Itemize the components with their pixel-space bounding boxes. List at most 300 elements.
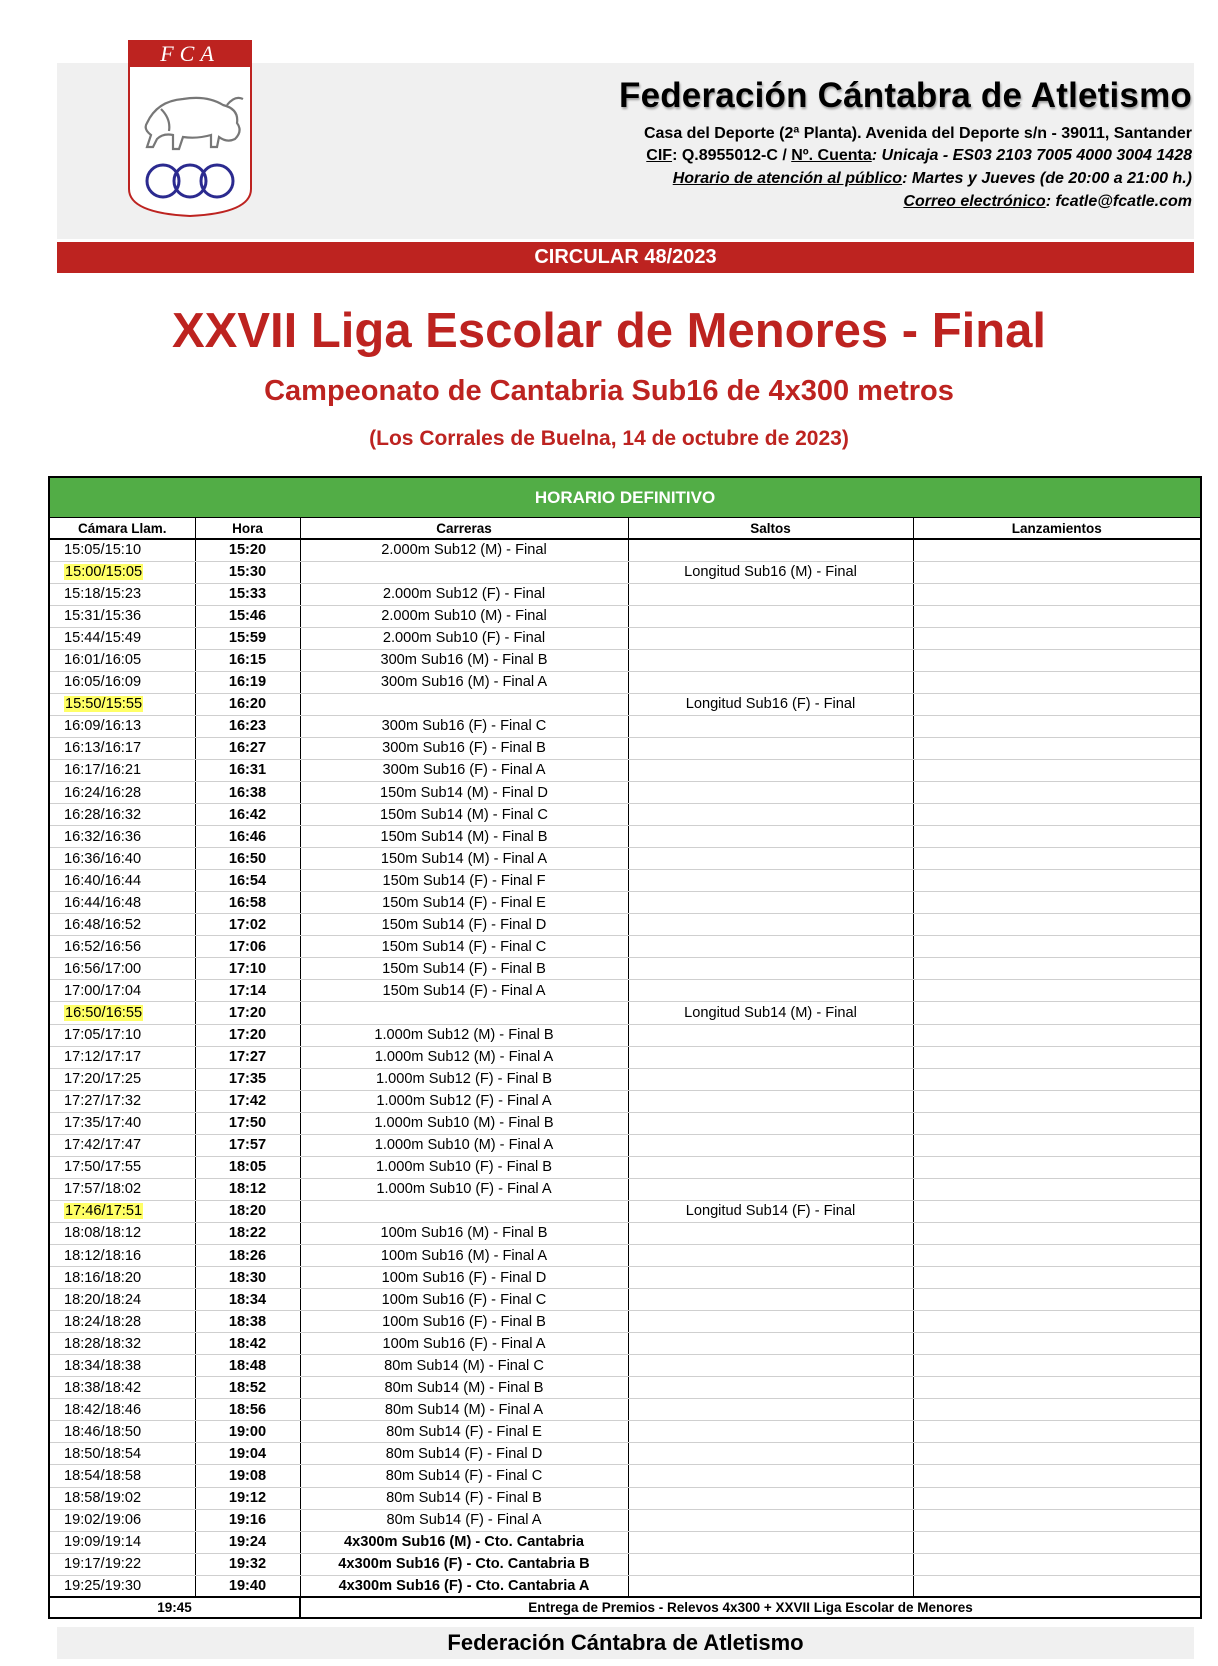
table-row <box>49 980 1201 1002</box>
hora-cell: 16:31 <box>195 759 300 781</box>
hora-cell: 18:56 <box>195 1399 300 1421</box>
table-row <box>49 737 1201 759</box>
camara-cell <box>49 1531 195 1553</box>
saltos-cell <box>628 1289 913 1311</box>
email-label: Correo electrónico <box>903 193 1046 210</box>
camara-cell <box>49 1465 195 1487</box>
camara-time: 16:50/16:55 <box>65 1005 143 1021</box>
carreras-cell: 1.000m Sub12 (M) - Final A <box>300 1046 628 1068</box>
schedule-table <box>48 476 1202 1619</box>
hora-cell: 18:20 <box>195 1200 300 1222</box>
camara-cell <box>49 848 195 870</box>
carreras-cell: 100m Sub16 (F) - Final A <box>300 1333 628 1355</box>
col-header-camara: Cámara Llam. <box>49 518 195 540</box>
hora-cell: 19:04 <box>195 1443 300 1465</box>
camara-time: 15:50/15:55 <box>65 696 143 713</box>
carreras-cell: 1.000m Sub10 (F) - Final A <box>300 1178 628 1200</box>
camara-cell <box>49 1178 195 1200</box>
carreras-cell: 2.000m Sub12 (M) - Final <box>300 539 628 561</box>
account-label: Nº. Cuenta <box>791 147 872 164</box>
carreras-cell: 2.000m Sub10 (F) - Final <box>300 627 628 649</box>
camara-cell <box>49 1245 195 1267</box>
hora-cell: 17:20 <box>195 1002 300 1024</box>
saltos-cell <box>628 737 913 759</box>
camara-cell <box>49 1046 195 1068</box>
hora-cell: 17:20 <box>195 1024 300 1046</box>
saltos-cell <box>628 892 913 914</box>
hora-cell: 18:38 <box>195 1311 300 1333</box>
hours-line <box>673 170 1192 188</box>
saltos-cell <box>628 1311 913 1333</box>
saltos-cell <box>628 1134 913 1156</box>
camara-time: 17:57/18:02 <box>64 1181 142 1198</box>
lanzamientos-cell <box>913 1245 1201 1267</box>
table-row <box>49 1112 1201 1134</box>
hora-cell: 16:58 <box>195 892 300 914</box>
camara-cell <box>49 759 195 781</box>
camara-cell <box>49 1509 195 1531</box>
camara-cell <box>49 1487 195 1509</box>
camara-time: 16:24/16:28 <box>64 784 142 801</box>
camara-time: 16:28/16:32 <box>64 806 142 823</box>
saltos-cell <box>628 1156 913 1178</box>
carreras-cell: 100m Sub16 (F) - Final B <box>300 1311 628 1333</box>
saltos-cell <box>628 649 913 671</box>
camara-cell <box>49 1267 195 1289</box>
hora-cell: 18:48 <box>195 1355 300 1377</box>
hora-cell: 15:30 <box>195 561 300 583</box>
hora-cell: 18:22 <box>195 1222 300 1244</box>
camara-cell <box>49 1355 195 1377</box>
col-header-hora: Hora <box>195 518 300 540</box>
carreras-cell: 80m Sub14 (M) - Final C <box>300 1355 628 1377</box>
camara-cell <box>49 693 195 715</box>
camara-cell <box>49 1443 195 1465</box>
camara-time: 17:27/17:32 <box>64 1093 142 1110</box>
carreras-cell: 150m Sub14 (F) - Final A <box>300 980 628 1002</box>
carreras-cell: 300m Sub16 (M) - Final B <box>300 649 628 671</box>
table-row <box>49 804 1201 826</box>
table-row <box>49 561 1201 583</box>
hora-cell: 18:12 <box>195 1178 300 1200</box>
saltos-cell <box>628 848 913 870</box>
saltos-cell <box>628 1421 913 1443</box>
lanzamientos-cell <box>913 583 1201 605</box>
camara-cell <box>49 1333 195 1355</box>
carreras-cell: 80m Sub14 (M) - Final A <box>300 1399 628 1421</box>
carreras-cell: 300m Sub16 (M) - Final A <box>300 671 628 693</box>
col-header-saltos: Saltos <box>628 518 913 540</box>
hora-cell: 17:06 <box>195 936 300 958</box>
lanzamientos-cell <box>913 693 1201 715</box>
lanzamientos-cell <box>913 539 1201 561</box>
carreras-cell: 4x300m Sub16 (F) - Cto. Cantabria A <box>300 1575 628 1597</box>
table-row <box>49 892 1201 914</box>
saltos-cell <box>628 1112 913 1134</box>
table-row <box>49 1068 1201 1090</box>
hora-cell: 15:46 <box>195 605 300 627</box>
saltos-cell <box>628 1024 913 1046</box>
camara-cell <box>49 1068 195 1090</box>
table-row <box>49 649 1201 671</box>
table-row <box>49 583 1201 605</box>
saltos-cell <box>628 870 913 892</box>
table-row <box>49 1487 1201 1509</box>
saltos-cell: Longitud Sub16 (F) - Final <box>628 693 913 715</box>
hora-cell: 17:10 <box>195 958 300 980</box>
lanzamientos-cell <box>913 759 1201 781</box>
camara-cell <box>49 1090 195 1112</box>
table-row <box>49 1465 1201 1487</box>
lanzamientos-cell <box>913 1399 1201 1421</box>
lanzamientos-cell <box>913 1068 1201 1090</box>
saltos-cell <box>628 1553 913 1575</box>
camara-time: 17:35/17:40 <box>64 1115 142 1132</box>
camara-cell <box>49 1553 195 1575</box>
table-row <box>49 1377 1201 1399</box>
col-header-carreras: Carreras <box>300 518 628 540</box>
lanzamientos-cell <box>913 627 1201 649</box>
carreras-cell: 80m Sub14 (M) - Final B <box>300 1377 628 1399</box>
saltos-cell <box>628 627 913 649</box>
table-row <box>49 1200 1201 1222</box>
saltos-cell <box>628 1443 913 1465</box>
hora-cell: 19:00 <box>195 1421 300 1443</box>
saltos-cell <box>628 782 913 804</box>
camara-time: 15:18/15:23 <box>64 586 142 603</box>
carreras-cell: 300m Sub16 (F) - Final C <box>300 715 628 737</box>
table-row <box>49 1311 1201 1333</box>
table-row <box>49 715 1201 737</box>
table-row <box>49 1399 1201 1421</box>
table-row <box>49 848 1201 870</box>
table-row <box>49 1178 1201 1200</box>
camara-time: 18:50/18:54 <box>64 1445 142 1462</box>
table-row <box>49 1222 1201 1244</box>
cif-label: CIF <box>646 147 673 164</box>
carreras-cell: 4x300m Sub16 (M) - Cto. Cantabria <box>300 1531 628 1553</box>
table-row <box>49 1090 1201 1112</box>
hora-cell: 18:30 <box>195 1267 300 1289</box>
lanzamientos-cell <box>913 1046 1201 1068</box>
hora-cell: 18:34 <box>195 1289 300 1311</box>
camara-time: 16:40/16:44 <box>64 872 142 889</box>
camara-time: 16:01/16:05 <box>64 652 142 669</box>
place-date: (Los Corrales de Buelna, 14 de octubre de 2023) <box>369 427 849 450</box>
camara-time: 18:12/18:16 <box>64 1247 142 1264</box>
hora-cell: 19:16 <box>195 1509 300 1531</box>
saltos-cell <box>628 1509 913 1531</box>
table-row <box>49 1156 1201 1178</box>
table-row <box>49 1443 1201 1465</box>
camara-time: 18:38/18:42 <box>64 1379 142 1396</box>
carreras-cell: 1.000m Sub10 (M) - Final A <box>300 1134 628 1156</box>
carreras-cell: 80m Sub14 (F) - Final A <box>300 1509 628 1531</box>
carreras-cell: 2.000m Sub10 (M) - Final <box>300 605 628 627</box>
fca-logo <box>127 39 253 217</box>
lanzamientos-cell <box>913 671 1201 693</box>
camara-time: 15:05/15:10 <box>64 542 142 559</box>
carreras-cell: 150m Sub14 (F) - Final C <box>300 936 628 958</box>
carreras-cell: 1.000m Sub10 (F) - Final B <box>300 1156 628 1178</box>
saltos-cell <box>628 1377 913 1399</box>
camara-time: 19:25/19:30 <box>64 1577 142 1594</box>
camara-cell <box>49 1289 195 1311</box>
camara-time: 16:36/16:40 <box>64 850 142 867</box>
carreras-cell: 100m Sub16 (M) - Final B <box>300 1222 628 1244</box>
lanzamientos-cell <box>913 1090 1201 1112</box>
saltos-cell <box>628 605 913 627</box>
table-row <box>49 1267 1201 1289</box>
lanzamientos-cell <box>913 1267 1201 1289</box>
camara-cell <box>49 892 195 914</box>
saltos-cell <box>628 1178 913 1200</box>
lanzamientos-cell <box>913 1509 1201 1531</box>
saltos-cell <box>628 980 913 1002</box>
circular-banner: CIRCULAR 48/2023 <box>57 242 1194 273</box>
table-row <box>49 782 1201 804</box>
table-row <box>49 870 1201 892</box>
camara-time: 17:20/17:25 <box>64 1071 142 1088</box>
saltos-cell: Longitud Sub14 (M) - Final <box>628 1002 913 1024</box>
logo-text: FCA <box>160 41 220 66</box>
saltos-cell <box>628 1487 913 1509</box>
camara-time: 19:09/19:14 <box>64 1534 142 1551</box>
camara-cell <box>49 1024 195 1046</box>
lanzamientos-cell <box>913 1333 1201 1355</box>
camara-time: 17:05/17:10 <box>64 1027 142 1044</box>
hora-cell: 17:02 <box>195 914 300 936</box>
camara-time: 18:24/18:28 <box>64 1313 142 1330</box>
camara-cell <box>49 561 195 583</box>
awards-time: 19:45 <box>49 1597 300 1618</box>
saltos-cell <box>628 583 913 605</box>
hora-cell: 19:08 <box>195 1465 300 1487</box>
hora-cell: 16:15 <box>195 649 300 671</box>
camara-cell <box>49 715 195 737</box>
carreras-cell: 1.000m Sub12 (F) - Final A <box>300 1090 628 1112</box>
camara-cell <box>49 671 195 693</box>
table-row <box>49 826 1201 848</box>
carreras-cell: 150m Sub14 (M) - Final D <box>300 782 628 804</box>
camara-cell <box>49 1112 195 1134</box>
camara-cell <box>49 1575 195 1597</box>
table-row <box>49 759 1201 781</box>
saltos-cell <box>628 1355 913 1377</box>
lanzamientos-cell <box>913 1200 1201 1222</box>
lanzamientos-cell <box>913 1134 1201 1156</box>
awards-row <box>49 1597 1201 1618</box>
table-row <box>49 1575 1201 1597</box>
camara-cell <box>49 605 195 627</box>
camara-time: 17:42/17:47 <box>64 1137 142 1154</box>
camara-cell <box>49 1222 195 1244</box>
camara-time: 18:42/18:46 <box>64 1401 142 1418</box>
hora-cell: 19:32 <box>195 1553 300 1575</box>
sub-title: Campeonato de Cantabria Sub16 de 4x300 metros <box>264 375 954 407</box>
hours-label: Horario de atención al público <box>672 170 903 187</box>
table-row <box>49 914 1201 936</box>
saltos-cell <box>628 1046 913 1068</box>
camara-cell <box>49 627 195 649</box>
camara-cell <box>49 980 195 1002</box>
carreras-cell: 150m Sub14 (F) - Final B <box>300 958 628 980</box>
camara-cell <box>49 804 195 826</box>
camara-time: 19:17/19:22 <box>64 1556 142 1573</box>
saltos-cell <box>628 1575 913 1597</box>
lanzamientos-cell <box>913 804 1201 826</box>
footer-band: Federación Cántabra de Atletismo <box>57 1627 1194 1659</box>
carreras-cell <box>300 1002 628 1024</box>
carreras-cell: 80m Sub14 (F) - Final D <box>300 1443 628 1465</box>
hora-cell: 17:27 <box>195 1046 300 1068</box>
table-row <box>49 936 1201 958</box>
camara-time: 16:13/16:17 <box>64 740 142 757</box>
carreras-cell: 300m Sub16 (F) - Final A <box>300 759 628 781</box>
camara-cell <box>49 649 195 671</box>
camara-cell <box>49 826 195 848</box>
saltos-cell <box>628 1090 913 1112</box>
carreras-cell: 1.000m Sub12 (F) - Final B <box>300 1068 628 1090</box>
carreras-cell: 2.000m Sub12 (F) - Final <box>300 583 628 605</box>
saltos-cell: Longitud Sub14 (F) - Final <box>628 1200 913 1222</box>
camara-time: 16:52/16:56 <box>64 938 142 955</box>
hora-cell: 15:33 <box>195 583 300 605</box>
carreras-cell <box>300 561 628 583</box>
camara-cell <box>49 583 195 605</box>
saltos-cell <box>628 958 913 980</box>
camara-time: 15:31/15:36 <box>64 608 142 625</box>
lanzamientos-cell <box>913 1443 1201 1465</box>
camara-cell <box>49 1377 195 1399</box>
lanzamientos-cell <box>913 936 1201 958</box>
camara-time: 19:02/19:06 <box>64 1512 142 1529</box>
hora-cell: 15:59 <box>195 627 300 649</box>
hora-cell: 17:50 <box>195 1112 300 1134</box>
table-row <box>49 1002 1201 1024</box>
table-row <box>49 1421 1201 1443</box>
account-value: : Unicaja - ES03 2103 7005 4000 3004 1428 <box>871 147 1192 164</box>
camara-cell <box>49 958 195 980</box>
camara-time: 16:44/16:48 <box>64 894 142 911</box>
lanzamientos-cell <box>913 848 1201 870</box>
table-row <box>49 1355 1201 1377</box>
lanzamientos-cell <box>913 1311 1201 1333</box>
camara-cell <box>49 539 195 561</box>
saltos-cell <box>628 539 913 561</box>
lanzamientos-cell <box>913 892 1201 914</box>
lanzamientos-cell <box>913 1112 1201 1134</box>
hora-cell: 19:12 <box>195 1487 300 1509</box>
carreras-cell: 150m Sub14 (F) - Final F <box>300 870 628 892</box>
lanzamientos-cell <box>913 1156 1201 1178</box>
camara-cell <box>49 1134 195 1156</box>
camara-time: 18:16/18:20 <box>64 1269 142 1286</box>
cif-value: : Q.8955012-C / <box>672 147 792 164</box>
lanzamientos-cell <box>913 605 1201 627</box>
table-row <box>49 1509 1201 1531</box>
lanzamientos-cell <box>913 1222 1201 1244</box>
carreras-cell: 80m Sub14 (F) - Final C <box>300 1465 628 1487</box>
hora-cell: 16:54 <box>195 870 300 892</box>
lanzamientos-cell <box>913 1487 1201 1509</box>
table-row <box>49 1024 1201 1046</box>
table-row <box>49 605 1201 627</box>
camara-time: 17:12/17:17 <box>64 1049 142 1066</box>
hora-cell: 18:42 <box>195 1333 300 1355</box>
hora-cell: 16:38 <box>195 782 300 804</box>
saltos-cell <box>628 1068 913 1090</box>
carreras-cell: 300m Sub16 (F) - Final B <box>300 737 628 759</box>
camara-time: 17:50/17:55 <box>64 1159 142 1176</box>
carreras-cell: 1.000m Sub12 (M) - Final B <box>300 1024 628 1046</box>
hora-cell: 19:24 <box>195 1531 300 1553</box>
camara-time: 16:09/16:13 <box>64 718 142 735</box>
camara-cell <box>49 737 195 759</box>
lanzamientos-cell <box>913 561 1201 583</box>
carreras-cell: 100m Sub16 (F) - Final C <box>300 1289 628 1311</box>
lanzamientos-cell <box>913 1421 1201 1443</box>
camara-time: 15:00/15:05 <box>65 564 143 581</box>
address-line: Casa del Deporte (2ª Planta). Avenida del Deporte s/n - 39011, Santander <box>643 125 1192 142</box>
saltos-cell <box>628 826 913 848</box>
lanzamientos-cell <box>913 980 1201 1002</box>
table-row <box>49 693 1201 715</box>
lanzamientos-cell <box>913 1553 1201 1575</box>
schedule-body <box>49 539 1201 1597</box>
lanzamientos-cell <box>913 826 1201 848</box>
camara-time: 18:08/18:12 <box>64 1225 142 1242</box>
camara-time: 18:46/18:50 <box>64 1423 142 1440</box>
lanzamientos-cell <box>913 1355 1201 1377</box>
carreras-cell: 80m Sub14 (F) - Final B <box>300 1487 628 1509</box>
table-row <box>49 539 1201 561</box>
camara-time: 17:00/17:04 <box>64 982 142 999</box>
lanzamientos-cell <box>913 715 1201 737</box>
saltos-cell <box>628 1333 913 1355</box>
saltos-cell <box>628 804 913 826</box>
carreras-cell <box>300 693 628 715</box>
hora-cell: 18:05 <box>195 1156 300 1178</box>
hora-cell: 18:26 <box>195 1245 300 1267</box>
lanzamientos-cell <box>913 1531 1201 1553</box>
lanzamientos-cell <box>913 649 1201 671</box>
table-row <box>49 1245 1201 1267</box>
camara-cell <box>49 1200 195 1222</box>
table-row <box>49 1333 1201 1355</box>
org-title: Federación Cántabra de Atletismo <box>618 76 1192 115</box>
lanzamientos-cell <box>913 1289 1201 1311</box>
hora-cell: 17:14 <box>195 980 300 1002</box>
camara-cell <box>49 936 195 958</box>
table-row <box>49 958 1201 980</box>
main-title: XXVII Liga Escolar de Menores - Final <box>171 304 1047 358</box>
camara-cell <box>49 1311 195 1333</box>
table-row <box>49 1134 1201 1156</box>
carreras-cell: 80m Sub14 (F) - Final E <box>300 1421 628 1443</box>
lanzamientos-cell <box>913 1465 1201 1487</box>
carreras-cell: 150m Sub14 (M) - Final C <box>300 804 628 826</box>
table-row <box>49 1046 1201 1068</box>
carreras-cell: 150m Sub14 (M) - Final A <box>300 848 628 870</box>
camara-time: 18:20/18:24 <box>64 1291 142 1308</box>
camara-cell <box>49 870 195 892</box>
carreras-cell: 150m Sub14 (M) - Final B <box>300 826 628 848</box>
lanzamientos-cell <box>913 870 1201 892</box>
hora-cell: 16:50 <box>195 848 300 870</box>
carreras-cell: 150m Sub14 (F) - Final E <box>300 892 628 914</box>
carreras-cell <box>300 1200 628 1222</box>
